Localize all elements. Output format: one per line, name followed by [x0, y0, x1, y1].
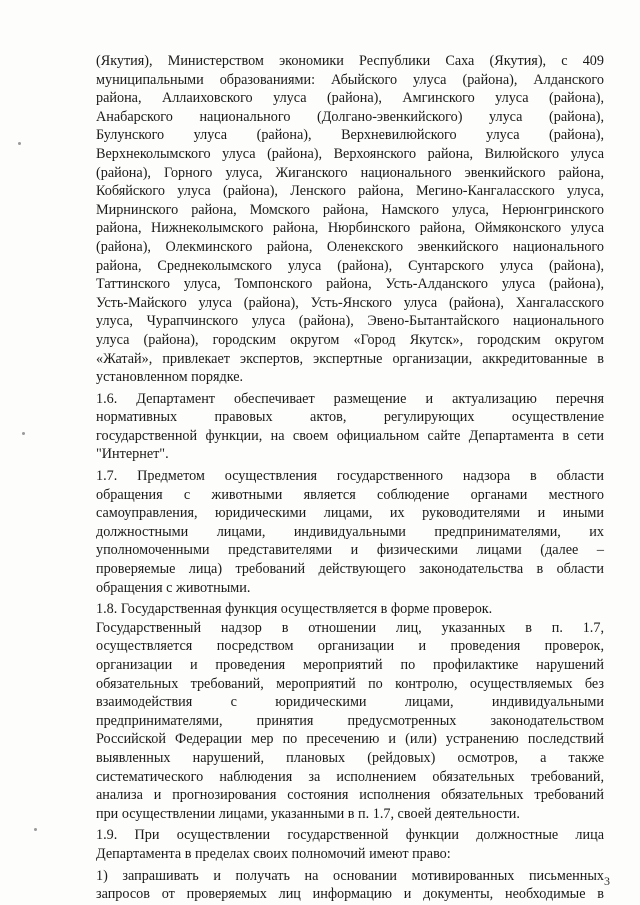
- text-line: 1.8. Государственная функция осуществляется в форме проверок.: [96, 601, 493, 618]
- text-line: Таттинского улуса, Томпонского района, Усть-Алданского улуса (района),: [96, 276, 604, 293]
- text-line: Усть-Майского улуса (района), Усть-Янского улуса (района), Хангаласского: [96, 294, 604, 311]
- scan-speck: [34, 828, 37, 831]
- text-line: государственной функции, на своем официальном сайте Департамента в сети: [96, 427, 604, 444]
- document-body-text: [96, 52, 604, 904]
- text-line: выявленных нарушений, плановых (рейдовых) осмотров, а также: [96, 749, 604, 766]
- text-line: обращения с животными является соблюдение органами местного: [96, 486, 604, 503]
- text-line: Российской Федерации мер по пресечению и (или) устранению последствий: [96, 731, 604, 748]
- text-line: Кобяйского улуса (района), Ленского района, Мегино-Кангаласского улуса,: [96, 183, 604, 200]
- text-line: Департамента в пределах своих полномочий имеют право:: [96, 845, 451, 862]
- text-line: улуса, Чурапчинского улуса (района), Эвено-Бытантайского национального: [96, 313, 604, 330]
- text-line: организации и проведения мероприятий по профилактике нарушений: [96, 657, 604, 673]
- text-line: уполномоченными представителями и физическими лицами (далее –: [96, 542, 604, 559]
- text-line: установленном порядке.: [96, 369, 244, 386]
- text-line: взаимодействия с юридическими лицами, индивидуальными: [96, 694, 604, 711]
- text-line: (района), Олекминского района, Оленекского эвенкийского национального: [96, 238, 604, 255]
- scan-speck: [18, 142, 21, 145]
- text-line: самоуправления, юридическими лицами, их руководителями и иными: [96, 505, 604, 522]
- text-line: района, Нижнеколымского района, Нюрбинского района, Оймяконского улуса: [96, 220, 604, 237]
- text-line: Булунского улуса (района), Верхневилюйского улуса (района),: [96, 127, 604, 144]
- page-number: 3: [604, 874, 610, 888]
- text-line: (Якутия), Министерством экономики Республики Саха (Якутия), с 409: [96, 53, 604, 69]
- text-line: «Жатай», привлекает экспертов, экспертные организации, аккредитованные в: [96, 350, 604, 367]
- text-line: муниципальными образованиями: Абыйского улуса (района), Алданского: [96, 71, 604, 88]
- text-line: Верхнеколымского улуса (района), Верхоянского района, Вилюйского улуса: [96, 145, 604, 162]
- text-line: Государственный надзор в отношении лиц, указанных в п. 1.7,: [96, 619, 604, 636]
- text-line: района, Аллаиховского улуса (района), Амгинского улуса (района),: [96, 90, 604, 107]
- text-line: Анабарского национального (Долгано-эвенкийского) улуса (района),: [96, 108, 604, 125]
- text-line: при осуществлении лицами, указанными в п. 1.7, своей деятельности.: [96, 805, 520, 822]
- text-line: (района), Горного улуса, Жиганского национального эвенкийского района,: [96, 164, 604, 181]
- text-line: 1.7. Предметом осуществления государственного надзора в области: [96, 468, 604, 485]
- text-line: предпринимателями, принятия предусмотренных законодательством: [96, 712, 604, 729]
- text-line: 1) запрашивать и получать на основании мотивированных письменных: [96, 867, 604, 884]
- text-line: анализа и прогнозирования состояния исполнения обязательных требований: [96, 787, 604, 804]
- text-line: проверяемые лица) требований действующего законодательства в области: [96, 561, 604, 578]
- text-line: осуществляется посредством организации и проведения проверок,: [96, 638, 604, 655]
- text-line: 1.9. При осуществлении государственной функции должностные лица: [96, 827, 604, 844]
- text-line: района, Среднеколымского улуса (района), Сунтарского улуса (района),: [96, 257, 604, 274]
- text-line: обязательных требований, мероприятий по контролю, осуществляемых без: [96, 675, 604, 692]
- text-line: улуса (района), городским округом «Город Якутск», городским округом: [96, 331, 604, 348]
- text-line: "Интернет".: [96, 446, 169, 463]
- text-line: систематического наблюдения за исполнением обязательных требований,: [96, 768, 604, 785]
- text-line: должностными лицами, индивидуальными предпринимателями, их: [96, 523, 604, 540]
- text-line: 1.6. Департамент обеспечивает размещение и актуализацию перечня: [96, 390, 604, 407]
- text-line: запросов от проверяемых лиц информацию и документы, необходимые в: [96, 886, 604, 903]
- text-line: обращения с животными.: [96, 579, 251, 596]
- scan-speck: [22, 432, 25, 435]
- text-line: Мирнинского района, Момского района, Намского улуса, Нерюнгринского: [96, 201, 604, 218]
- text-line: нормативных правовых актов, регулирующих осуществление: [96, 409, 604, 426]
